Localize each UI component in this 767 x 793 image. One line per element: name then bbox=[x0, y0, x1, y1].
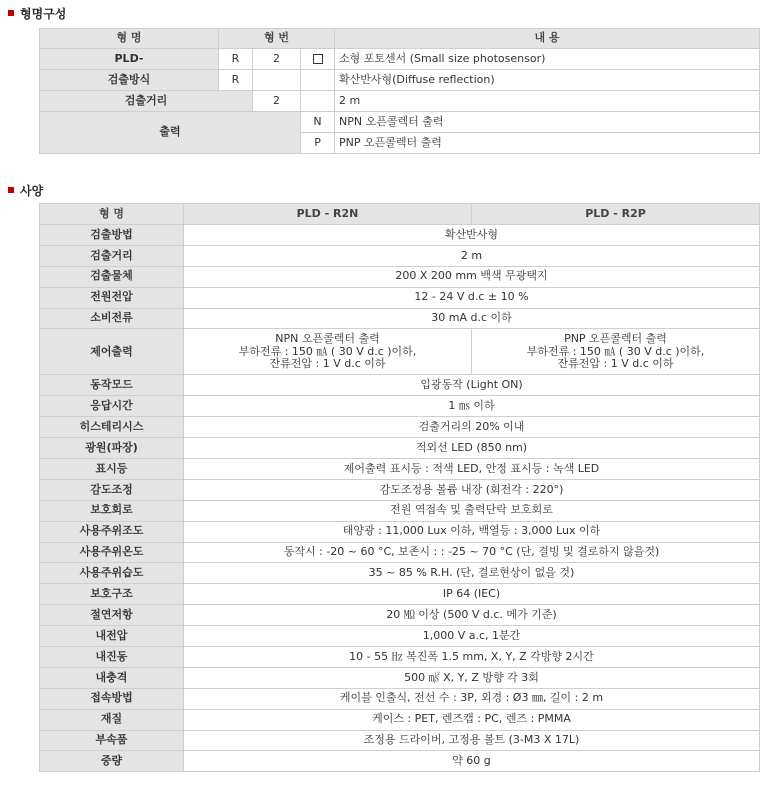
row-label: 보호회로 bbox=[40, 500, 184, 521]
section-title-specifications bbox=[8, 182, 43, 198]
table-row bbox=[40, 375, 760, 396]
row-label: 사용주위습도 bbox=[40, 563, 184, 584]
row-label: 내충격 bbox=[40, 667, 184, 688]
value-line: 부하전류 : 150 ㎃ ( 30 V d.c )이하, bbox=[526, 344, 705, 358]
specification-table bbox=[39, 203, 760, 772]
value-cell-b bbox=[472, 329, 760, 375]
value-line: 부하전류 : 150 ㎃ ( 30 V d.c )이하, bbox=[238, 344, 417, 358]
code-cell: R bbox=[219, 49, 253, 70]
row-label: 히스테리시스 bbox=[40, 417, 184, 438]
value-cell: 조정용 드라이버, 고정용 볼트 (3-M3 X 17L) bbox=[184, 730, 760, 751]
row-label: 검출물체 bbox=[40, 266, 184, 287]
row-label: 접속방법 bbox=[40, 688, 184, 709]
table-row bbox=[40, 563, 760, 584]
table-row bbox=[40, 542, 760, 563]
header-model-b: PLD - R2P bbox=[472, 204, 760, 225]
section-title-text: 사양 bbox=[20, 183, 44, 198]
table-row bbox=[40, 688, 760, 709]
header-content: 내 용 bbox=[335, 29, 760, 49]
table-row bbox=[40, 70, 760, 91]
value-cell: 200 X 200 mm 백색 무광택지 bbox=[184, 266, 760, 287]
value-cell: 전원 역접속 및 출력단락 보호회로 bbox=[184, 500, 760, 521]
table-row bbox=[40, 647, 760, 668]
table-header-row bbox=[40, 204, 760, 225]
row-label: 사용주위온도 bbox=[40, 542, 184, 563]
table-row bbox=[40, 479, 760, 500]
table-row bbox=[40, 459, 760, 480]
table-row bbox=[40, 329, 760, 375]
value-cell: IP 64 (IEC) bbox=[184, 584, 760, 605]
value-cell: 제어출력 표시등 : 적색 LED, 안정 표시등 : 녹색 LED bbox=[184, 459, 760, 480]
table-row bbox=[40, 751, 760, 772]
table-row bbox=[40, 500, 760, 521]
table-row bbox=[40, 667, 760, 688]
value-cell: 10 - 55 ㎐ 복진폭 1.5 mm, X, Y, Z 각방향 2시간 bbox=[184, 647, 760, 668]
table-row bbox=[40, 266, 760, 287]
table-row bbox=[40, 709, 760, 730]
value-cell: 20 ㏁ 이상 (500 V d.c. 메가 기준) bbox=[184, 605, 760, 626]
header-model: 형 명 bbox=[40, 29, 219, 49]
row-label: 사용주위조도 bbox=[40, 521, 184, 542]
value-cell: 검출거리의 20% 이내 bbox=[184, 417, 760, 438]
code-cell bbox=[301, 91, 335, 112]
table-row bbox=[40, 521, 760, 542]
value-cell: 입광동작 (Light ON) bbox=[184, 375, 760, 396]
value-cell: 1 ㎳ 이하 bbox=[184, 396, 760, 417]
content-cell: PNP 오픈콜렉터 출력 bbox=[335, 133, 760, 154]
value-cell: 35 ~ 85 % R.H. (단, 결로현상이 없을 것) bbox=[184, 563, 760, 584]
table-row bbox=[40, 417, 760, 438]
table-row bbox=[40, 584, 760, 605]
bullet-icon bbox=[8, 187, 14, 193]
value-cell: 태양광 : 11,000 Lux 이하, 백열등 : 3,000 Lux 이하 bbox=[184, 521, 760, 542]
row-label: 검출방법 bbox=[40, 225, 184, 246]
row-label: 검출방식 bbox=[40, 70, 219, 91]
value-line: NPN 오픈콜렉터 출력 bbox=[275, 331, 380, 345]
row-label: 검출거리 bbox=[40, 91, 253, 112]
table-row bbox=[40, 245, 760, 266]
row-label: 부속품 bbox=[40, 730, 184, 751]
table-row bbox=[40, 49, 760, 70]
value-cell-a bbox=[184, 329, 472, 375]
row-label: 광원(파장) bbox=[40, 438, 184, 459]
value-cell: 12 - 24 V d.c ± 10 % bbox=[184, 287, 760, 308]
table-row bbox=[40, 112, 760, 133]
value-cell: 30 mA d.c 이하 bbox=[184, 308, 760, 329]
content-cell: 2 m bbox=[335, 91, 760, 112]
content-cell: 확산반사형(Diffuse reflection) bbox=[335, 70, 760, 91]
content-cell: NPN 오픈콜렉터 출력 bbox=[335, 112, 760, 133]
row-label: 전원전압 bbox=[40, 287, 184, 308]
row-label: 절연저항 bbox=[40, 605, 184, 626]
row-label: 제어출력 bbox=[40, 329, 184, 375]
value-cell: 케이블 인출식, 전선 수 : 3P, 외경 : Ø3 ㎜, 길이 : 2 m bbox=[184, 688, 760, 709]
table-row bbox=[40, 308, 760, 329]
row-label: 소비전류 bbox=[40, 308, 184, 329]
header-model: 형 명 bbox=[40, 204, 184, 225]
table-row bbox=[40, 626, 760, 647]
bullet-icon bbox=[8, 10, 14, 16]
value-cell: 확산반사형 bbox=[184, 225, 760, 246]
row-label: 보호구조 bbox=[40, 584, 184, 605]
table-row bbox=[40, 396, 760, 417]
section-title-model-structure bbox=[8, 5, 66, 21]
content-cell: 소형 포토센서 (Small size photosensor) bbox=[335, 49, 760, 70]
row-label: 출력 bbox=[40, 112, 301, 154]
row-label: 재질 bbox=[40, 709, 184, 730]
table-row bbox=[40, 730, 760, 751]
value-cell: 약 60 g bbox=[184, 751, 760, 772]
value-cell: 500 ㎨ X, Y, Z 방향 각 3회 bbox=[184, 667, 760, 688]
row-label: 동작모드 bbox=[40, 375, 184, 396]
value-cell: 1,000 V a.c, 1분간 bbox=[184, 626, 760, 647]
value-cell: 케이스 : PET, 렌즈캡 : PC, 렌즈 : PMMA bbox=[184, 709, 760, 730]
table-row bbox=[40, 605, 760, 626]
code-cell bbox=[253, 70, 301, 91]
row-label: 응답시간 bbox=[40, 396, 184, 417]
value-cell: 2 m bbox=[184, 245, 760, 266]
code-cell: R bbox=[219, 70, 253, 91]
code-cell: P bbox=[301, 133, 335, 154]
code-cell bbox=[301, 70, 335, 91]
table-row bbox=[40, 225, 760, 246]
value-cell: 동작시 : -20 ~ 60 °C, 보존시 : : -25 ~ 70 °C (단, 결빙 및 결로하지 않을것) bbox=[184, 542, 760, 563]
code-cell-placeholder bbox=[301, 49, 335, 70]
square-icon bbox=[313, 54, 323, 64]
table-row bbox=[40, 91, 760, 112]
code-cell: 2 bbox=[253, 49, 301, 70]
section-title-text: 형명구성 bbox=[20, 6, 67, 21]
value-line: PNP 오픈콜렉터 출력 bbox=[564, 331, 667, 345]
table-row bbox=[40, 287, 760, 308]
table-row bbox=[40, 438, 760, 459]
row-label: 내전압 bbox=[40, 626, 184, 647]
model-structure-table bbox=[39, 28, 760, 154]
header-number: 형 번 bbox=[219, 29, 335, 49]
row-label: 중량 bbox=[40, 751, 184, 772]
value-line: 잔류전압 : 1 V d.c 이하 bbox=[557, 357, 674, 371]
row-label: 표시등 bbox=[40, 459, 184, 480]
row-label: 감도조정 bbox=[40, 479, 184, 500]
value-cell: 감도조정용 볼륨 내장 (회전각 : 220°) bbox=[184, 479, 760, 500]
table-header-row bbox=[40, 29, 760, 49]
row-label: 내진동 bbox=[40, 647, 184, 668]
code-cell: 2 bbox=[253, 91, 301, 112]
row-label: 검출거리 bbox=[40, 245, 184, 266]
header-model-a: PLD - R2N bbox=[184, 204, 472, 225]
value-cell: 적외선 LED (850 nm) bbox=[184, 438, 760, 459]
row-label: PLD- bbox=[40, 49, 219, 70]
code-cell: N bbox=[301, 112, 335, 133]
value-line: 잔류전압 : 1 V d.c 이하 bbox=[269, 357, 386, 371]
